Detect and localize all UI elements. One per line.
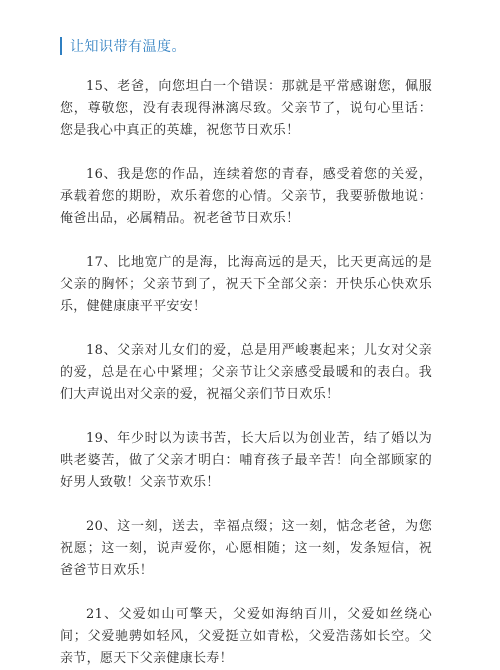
document-body <box>60 76 432 670</box>
paragraph-16: 16、我是您的作品，连续着您的青春，感受着您的关爱，承载着您的期盼，欢乐着您的心情。父亲节，我要骄傲地说：俺爸出品，必属精品。祝老爸节日欢乐！ <box>60 167 432 226</box>
header-accent-bar <box>60 37 62 55</box>
paragraph-15: 15、老爸，向您坦白一个错误：那就是平常感谢您，佩服您，尊敬您，没有表现得淋漓尽致。父亲节了，说句心里话：您是我心中真正的英雄，祝您节日欢乐！ <box>60 79 432 138</box>
paragraph-21: 21、父爱如山可擎天，父爱如海纳百川，父爱如丝绕心间；父爱驰骋如轻风，父爱挺立如青松，父爱浩荡如长空。父亲节，愿天下父亲健康长寿！ <box>60 607 432 666</box>
paragraph-17: 17、比地宽广的是海，比海高远的是天，比天更高远的是父亲的胸怀；父亲节到了，祝天下全部父亲：开快乐心快欢乐乐，健健康康平平安安！ <box>60 255 432 314</box>
paragraph-20: 20、这一刻，送去，幸福点缀；这一刻，惦念老爸，为您祝愿；这一刻，说声爱你，心愿相随；这一刻，发条短信，祝爸爸节日欢乐！ <box>60 519 432 578</box>
paragraph-18: 18、父亲对儿女们的爱，总是用严峻裹起来；儿女对父亲的爱，总是在心中紧埋；父亲节让父亲感受最暖和的表白。我们大声说出对父亲的爱，祝福父亲们节日欢乐！ <box>60 343 432 402</box>
paragraph-19: 19、年少时以为读书苦，长大后以为创业苦，结了婚以为哄老婆苦，做了父亲才明白：哺育孩子最辛苦！向全部顾家的好男人致敬！父亲节欢乐！ <box>60 431 432 490</box>
header-title: 让知识带有温度。 <box>70 39 186 55</box>
document-header <box>60 36 186 56</box>
